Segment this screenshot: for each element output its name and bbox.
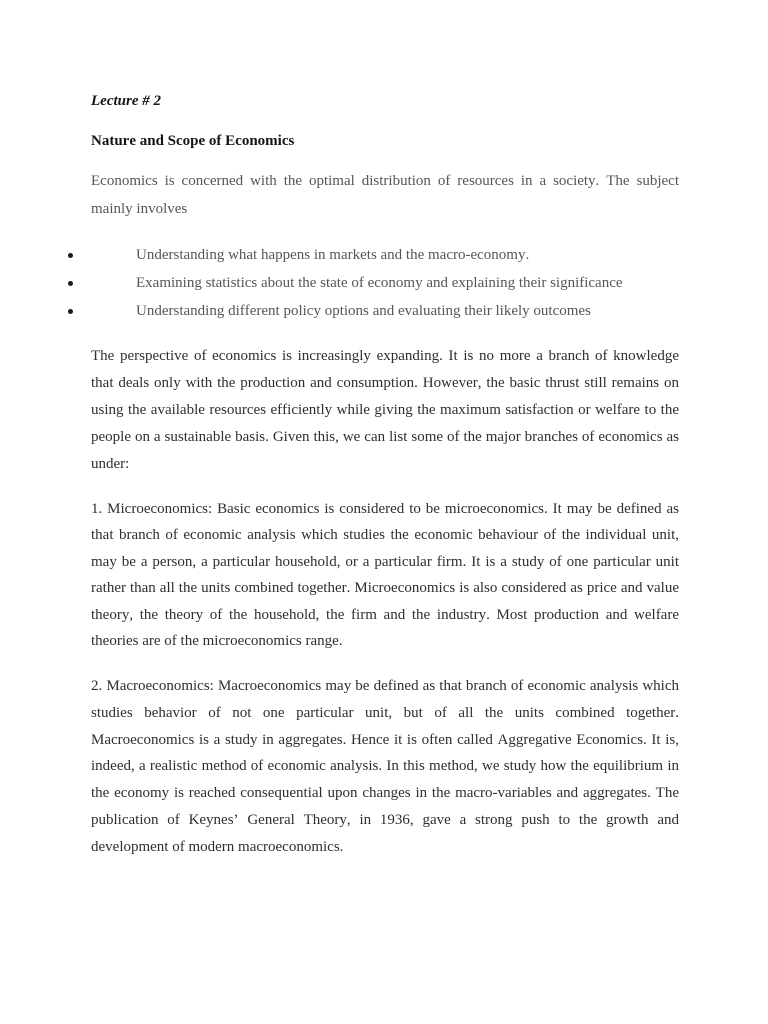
bullet-list (0, 241, 768, 325)
paragraph-line: 2. Macroeconomics: Macroeconomics may be defined as that branch of economic analysis which (91, 678, 679, 694)
paragraph-line: under: (91, 456, 130, 472)
section-title: Nature and Scope of Economics (91, 133, 295, 149)
paragraph-line: that deals only with the production and consumption. However, the basic thrust still remains on (91, 375, 679, 391)
bullet-text: Examining statistics about the state of economy and explaining their significance (136, 275, 623, 291)
intro-paragraph (91, 167, 679, 223)
paragraph-line: The perspective of economics is increasingly expanding. It is no more a branch of knowledge (91, 348, 679, 364)
bullet-item (0, 241, 768, 269)
paragraph-line: that branch of economic analysis which studies the economic behaviour of the individual unit, (91, 527, 679, 544)
paragraph-line: theory, the theory of the household, the firm and the industry. Most production and welfare (91, 606, 679, 623)
paragraph-line: studies behavior of not one particular unit, but of all the units combined together. (91, 704, 679, 721)
paragraph-line: Economics is concerned with the optimal distribution of resources in a society. The subject (91, 173, 679, 189)
lecture-number-label: Lecture # 2 (91, 93, 161, 109)
bullet-item (0, 297, 768, 325)
bullet-icon (68, 281, 73, 286)
paragraph-line: 1. Microeconomics: Basic economics is considered to be microeconomics. It may be defined as (91, 501, 679, 517)
bullet-item (0, 269, 768, 297)
paragraph-line: may be a person, a particular household, or a particular firm. It is a study of one particular unit (91, 553, 679, 570)
paragraph-line: mainly involves (91, 201, 188, 217)
bullet-text: Understanding different policy options and evaluating their likely outcomes (136, 303, 591, 319)
paragraph-line: theories are of the microeconomics range. (91, 633, 343, 650)
paragraph-line: rather than all the units combined together. Microeconomics is also considered as price and value (91, 580, 679, 597)
bullet-text: Understanding what happens in markets and the macro-economy. (136, 247, 530, 263)
perspective-paragraph (91, 343, 679, 478)
paragraph-line: indeed, a realistic method of economic analysis. In this method, we study how the equilibrium in (91, 758, 679, 775)
macroeconomics-paragraph (91, 673, 679, 861)
paragraph-line: using the available resources efficiently while giving the maximum satisfaction or welfare to the (91, 402, 679, 418)
paragraph-line: development of modern macroeconomics. (91, 838, 344, 855)
paragraph-line: Macroeconomics is a study in aggregates. Hence it is often called Aggregative Economics. It is, (91, 731, 679, 748)
microeconomics-paragraph (91, 496, 679, 654)
paragraph-line: the economy is reached consequential upon changes in the macro-variables and aggregates. The (91, 785, 679, 802)
paragraph-line: people on a sustainable basis. Given this, we can list some of the major branches of economics as (91, 429, 679, 445)
paragraph-line: publication of Keynes’ General Theory, in 1936, gave a strong push to the growth and (91, 811, 679, 828)
bullet-icon (68, 309, 73, 314)
bullet-icon (68, 253, 73, 258)
